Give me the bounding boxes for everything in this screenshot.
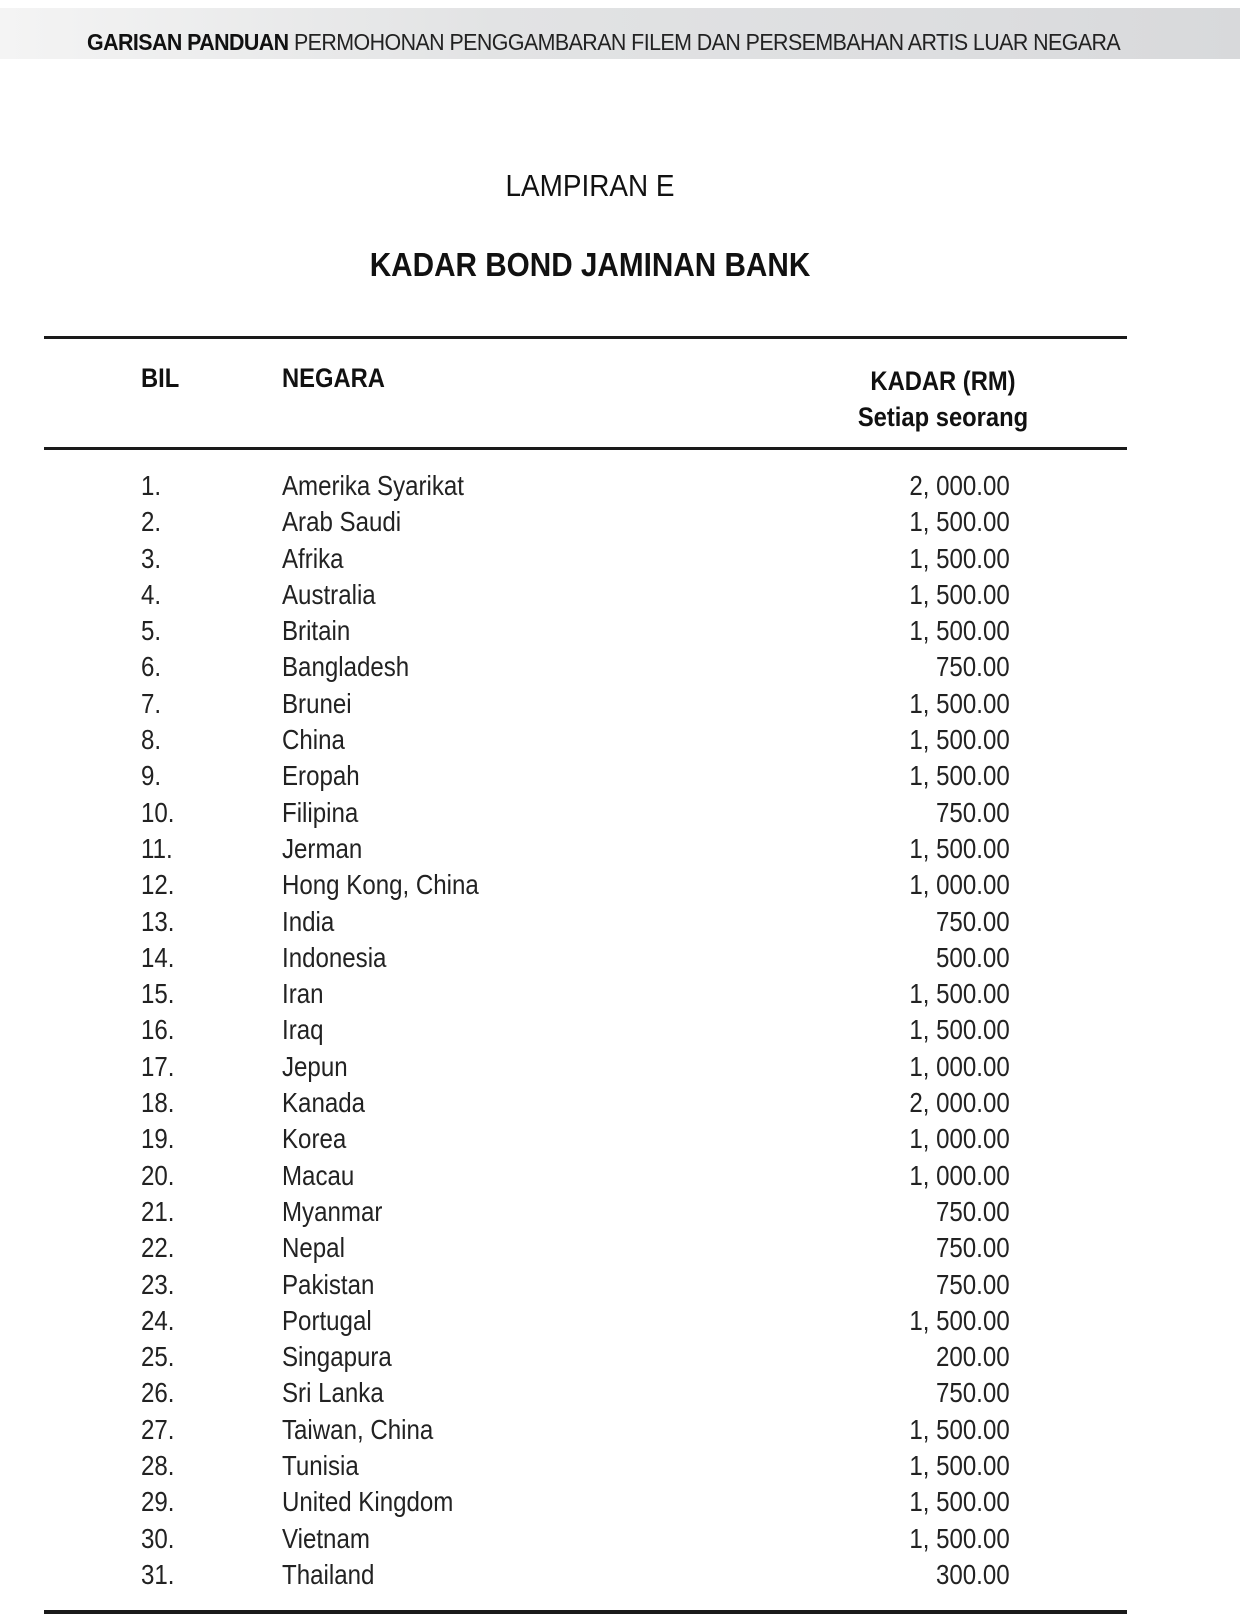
cell-bil: 27.	[141, 1413, 175, 1445]
column-header-negara: NEGARA	[282, 363, 385, 393]
cell-negara: Indonesia	[282, 941, 387, 973]
cell-negara: Arab Saudi	[282, 506, 402, 538]
cell-kadar: 2, 000.00	[909, 1087, 1010, 1119]
cell-negara: Tunisia	[282, 1450, 359, 1482]
cell-negara: Thailand	[282, 1558, 375, 1590]
cell-kadar: 200.00	[936, 1341, 1010, 1373]
cell-kadar: 1, 500.00	[909, 1304, 1010, 1336]
cell-kadar: 1, 500.00	[909, 506, 1010, 538]
cell-kadar: 1, 500.00	[909, 1014, 1010, 1046]
cell-negara: Taiwan, China	[282, 1413, 434, 1445]
table-row	[0, 760, 1240, 796]
cell-kadar: 1, 500.00	[909, 1522, 1010, 1554]
table-row	[0, 470, 1240, 506]
cell-negara: Hong Kong, China	[282, 869, 479, 901]
cell-negara: Brunei	[282, 687, 352, 719]
cell-kadar: 1, 000.00	[909, 869, 1010, 901]
cell-negara: China	[282, 724, 345, 756]
cell-kadar: 1, 500.00	[909, 578, 1010, 610]
cell-negara: Pakistan	[282, 1268, 375, 1300]
table-header-rule	[44, 447, 1127, 450]
cell-kadar: 750.00	[936, 796, 1010, 828]
cell-kadar: 1, 000.00	[909, 1159, 1010, 1191]
cell-kadar: 750.00	[936, 651, 1010, 683]
cell-kadar: 2, 000.00	[909, 470, 1010, 501]
appendix-label: LAMPIRAN E	[505, 168, 675, 203]
cell-bil: 30.	[141, 1522, 175, 1554]
cell-bil: 13.	[141, 905, 175, 937]
table-row	[0, 797, 1240, 833]
cell-negara: Kanada	[282, 1087, 366, 1119]
table-row	[0, 1269, 1240, 1305]
table-row	[0, 651, 1240, 687]
cell-bil: 9.	[141, 760, 162, 792]
cell-negara: Australia	[282, 578, 376, 610]
page-title: KADAR BOND JAMINAN BANK	[369, 246, 811, 283]
cell-bil: 21.	[141, 1195, 175, 1227]
header-banner	[0, 8, 1240, 59]
cell-kadar: 1, 500.00	[909, 832, 1010, 864]
table-row	[0, 1123, 1240, 1159]
table-row	[0, 1341, 1240, 1377]
cell-negara: Sri Lanka	[282, 1377, 384, 1409]
cell-negara: Britain	[282, 615, 351, 647]
column-header-bil: BIL	[141, 363, 180, 393]
table-row	[0, 833, 1240, 869]
cell-kadar: 1, 500.00	[909, 724, 1010, 756]
cell-kadar: 1, 000.00	[909, 1050, 1010, 1082]
cell-bil: 20.	[141, 1159, 175, 1191]
table-bottom-rule	[44, 1610, 1127, 1614]
cell-bil: 24.	[141, 1304, 175, 1336]
cell-kadar: 1, 500.00	[909, 1413, 1010, 1445]
cell-bil: 25.	[141, 1341, 175, 1373]
table-row	[0, 1160, 1240, 1196]
cell-kadar: 1, 500.00	[909, 687, 1010, 719]
banner-title: GARISAN PANDUAN	[87, 29, 289, 55]
table-row	[0, 688, 1240, 724]
cell-bil: 5.	[141, 615, 162, 647]
cell-negara: Iraq	[282, 1014, 324, 1046]
cell-bil: 1.	[141, 470, 162, 501]
column-header-kadar-line1: KADAR (RM)	[870, 366, 1016, 396]
cell-negara: United Kingdom	[282, 1486, 454, 1518]
cell-negara: Iran	[282, 978, 324, 1010]
cell-bil: 4.	[141, 578, 162, 610]
cell-negara: Nepal	[282, 1232, 345, 1264]
banner-subtitle: PERMOHONAN PENGGAMBARAN FILEM DAN PERSEMBAHAN ARTIS LUAR NEGARA	[293, 29, 1121, 55]
table-row	[0, 942, 1240, 978]
cell-kadar: 750.00	[936, 1195, 1010, 1227]
cell-kadar: 1, 500.00	[909, 542, 1010, 574]
table-row	[0, 615, 1240, 651]
column-header-kadar-line2: Setiap seorang	[857, 402, 1029, 432]
table-row	[0, 724, 1240, 760]
table-row	[0, 1196, 1240, 1232]
cell-bil: 16.	[141, 1014, 175, 1046]
table-row	[0, 506, 1240, 542]
cell-kadar: 1, 500.00	[909, 1450, 1010, 1482]
cell-kadar: 1, 500.00	[909, 978, 1010, 1010]
cell-kadar: 500.00	[936, 941, 1010, 973]
table-row	[0, 1486, 1240, 1522]
table-row	[0, 978, 1240, 1014]
table-row	[0, 579, 1240, 615]
cell-negara: Eropah	[282, 760, 360, 792]
cell-negara: Singapura	[282, 1341, 392, 1373]
table-row	[0, 1450, 1240, 1486]
cell-negara: Vietnam	[282, 1522, 370, 1554]
cell-bil: 11.	[141, 832, 173, 864]
table-row	[0, 1414, 1240, 1450]
cell-bil: 28.	[141, 1450, 175, 1482]
cell-bil: 26.	[141, 1377, 175, 1409]
cell-kadar: 1, 500.00	[909, 615, 1010, 647]
cell-negara: Afrika	[282, 542, 344, 574]
cell-negara: Myanmar	[282, 1195, 383, 1227]
cell-negara: Portugal	[282, 1304, 372, 1336]
table-top-rule	[44, 336, 1127, 339]
cell-kadar: 1, 000.00	[909, 1123, 1010, 1155]
cell-kadar: 750.00	[936, 1268, 1010, 1300]
table-row	[0, 543, 1240, 579]
cell-bil: 15.	[141, 978, 175, 1010]
cell-bil: 14.	[141, 941, 175, 973]
cell-bil: 18.	[141, 1087, 175, 1119]
cell-negara: India	[282, 905, 335, 937]
table-row	[0, 869, 1240, 905]
cell-negara: Jepun	[282, 1050, 348, 1082]
column-header-kadar	[855, 363, 1031, 435]
cell-kadar: 750.00	[936, 1232, 1010, 1264]
cell-negara: Filipina	[282, 796, 359, 828]
table-row	[0, 1305, 1240, 1341]
cell-kadar: 750.00	[936, 1377, 1010, 1409]
cell-bil: 23.	[141, 1268, 175, 1300]
cell-bil: 17.	[141, 1050, 175, 1082]
table-row	[0, 906, 1240, 942]
cell-bil: 2.	[141, 506, 162, 538]
cell-kadar: 750.00	[936, 905, 1010, 937]
banner-text	[87, 29, 1120, 56]
cell-bil: 22.	[141, 1232, 175, 1264]
table-row	[0, 1051, 1240, 1087]
cell-negara: Macau	[282, 1159, 355, 1191]
cell-kadar: 300.00	[936, 1558, 1010, 1590]
cell-bil: 3.	[141, 542, 162, 574]
cell-negara: Korea	[282, 1123, 347, 1155]
cell-negara: Bangladesh	[282, 651, 410, 683]
table-row	[0, 1523, 1240, 1559]
cell-bil: 7.	[141, 687, 162, 719]
cell-kadar: 1, 500.00	[909, 1486, 1010, 1518]
cell-bil: 6.	[141, 651, 162, 683]
cell-bil: 12.	[141, 869, 175, 901]
cell-negara: Amerika Syarikat	[282, 470, 464, 501]
table-row	[0, 1232, 1240, 1268]
table-row	[0, 1087, 1240, 1123]
table-row	[0, 1014, 1240, 1050]
cell-bil: 10.	[141, 796, 175, 828]
cell-bil: 29.	[141, 1486, 175, 1518]
cell-bil: 8.	[141, 724, 162, 756]
cell-kadar: 1, 500.00	[909, 760, 1010, 792]
cell-negara: Jerman	[282, 832, 363, 864]
cell-bil: 19.	[141, 1123, 175, 1155]
table-row	[0, 1377, 1240, 1413]
cell-bil: 31.	[141, 1558, 175, 1590]
table-body	[0, 470, 1240, 1595]
table-row	[0, 1559, 1240, 1595]
